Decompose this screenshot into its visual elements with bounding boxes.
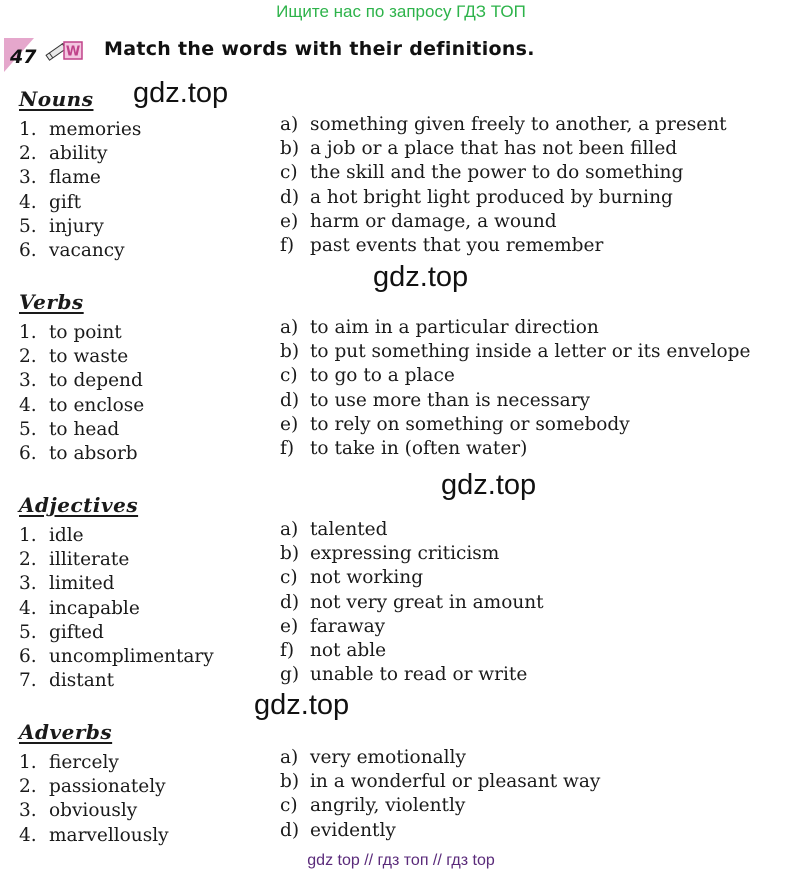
svg-text:W: W [65,44,81,60]
definition-list-nouns [280,113,727,258]
definition-item: d) evidently [280,819,396,841]
word-list-adverbs [19,751,169,848]
definition-list-adverbs [280,746,600,843]
definition-item: e) faraway [280,615,386,637]
section-title-verbs: Verbs [19,290,84,314]
word-item: 5. to head [19,418,120,440]
word-item: 7. distant [19,670,115,692]
definition-item: d) to use more than is necessary [280,389,590,411]
word-list-verbs [19,321,144,466]
definition-item: b) expressing criticism [280,543,500,565]
word-item: 4. marvellously [19,824,169,846]
word-item: 3. to depend [19,370,143,392]
definition-list-verbs [280,316,750,461]
word-item: 4. to enclose [19,394,145,416]
watermark: gdz.top [254,689,350,721]
word-item: 4. gift [19,191,82,213]
word-item: 1. idle [19,525,84,546]
search-banner[interactable]: Ищите нас по запросу ГДЗ ТОП [276,2,526,21]
word-item: 1. memories [19,119,142,140]
definition-item: c) angrily, violently [280,795,466,817]
definition-item: c) the skill and the power to do something [280,162,684,184]
word-item: 6. vacancy [19,239,125,261]
definition-item: d) not very great in amount [280,591,544,613]
definition-item: c) to go to a place [280,365,455,387]
definition-item: f) to take in (often water) [280,437,528,459]
word-item: 5. gifted [19,621,104,643]
watermark: gdz.top [373,261,469,293]
watermark: gdz.top [133,77,229,109]
word-item: 1. fiercely [19,752,119,773]
exercise-number-badge [4,38,38,72]
watermark: gdz.top [441,469,537,501]
definition-list-adjectives [280,518,544,687]
section-title-nouns: Nouns [19,87,94,111]
exercise-number: 47 [10,46,37,68]
word-item: 1. to point [19,322,122,343]
word-item: 2. ability [19,143,108,165]
definition-item: e) harm or damage, a wound [280,210,557,232]
definition-item: a) to aim in a particular direction [280,317,599,338]
definition-item: b) in a wonderful or pleasant way [280,771,601,793]
definition-item: g) unable to read or write [280,664,528,686]
definition-item: d) a hot bright light produced by burning [280,186,673,208]
word-item: 3. limited [19,573,115,595]
word-item: 6. uncomplimentary [19,645,214,667]
definition-item: e) to rely on something or somebody [280,413,630,435]
word-item: 5. injury [19,215,104,237]
exercise-instruction: Match the words with their definitions. [104,38,535,60]
section-title-adverbs: Adverbs [19,720,113,744]
word-item: 2. to waste [19,346,129,368]
word-item: 6. to absorb [19,442,138,464]
word-item: 3. flame [19,167,101,189]
workbook-pencil-icon [44,38,84,64]
definition-item: b) to put something inside a letter or its envelope [280,341,751,363]
definition-item: c) not working [280,567,424,589]
word-item: 2. illiterate [19,549,130,571]
definition-item: f) past events that you remember [280,234,604,256]
definition-item: a) talented [280,519,388,540]
definition-item: a) very emotionally [280,747,466,768]
definition-item: a) something given freely to another, a present [280,114,727,135]
footer-links[interactable]: gdz top // гдз топ // гдз top [307,852,495,869]
word-item: 4. incapable [19,597,140,619]
word-list-nouns [19,118,141,263]
definition-item: b) a job or a place that has not been filled [280,138,678,160]
section-title-adjectives: Adjectives [19,493,139,517]
word-item: 2. passionately [19,776,166,798]
word-item: 3. obviously [19,800,138,822]
word-list-adjectives [19,524,214,693]
definition-item: f) not able [280,639,387,661]
